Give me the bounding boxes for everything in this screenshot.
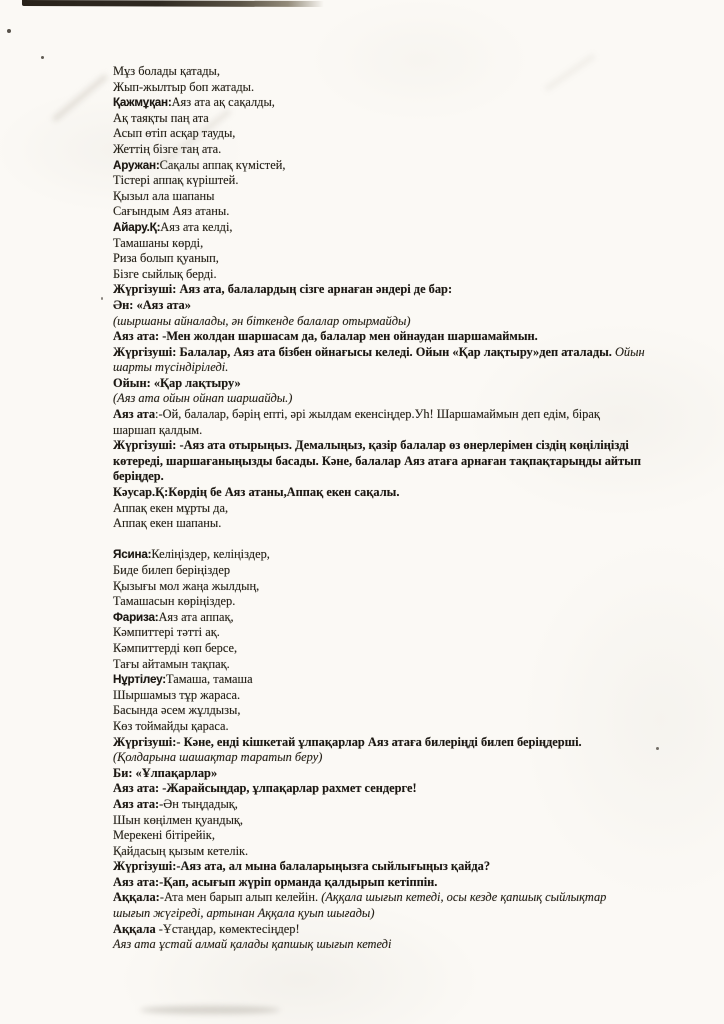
text-line [113, 563, 645, 579]
text-line [113, 875, 645, 891]
text-segment: Бізге сыйлық берді. [113, 266, 217, 281]
text-segment: Ойын [614, 344, 645, 359]
game-title [113, 376, 645, 392]
text-segment: Тағы айтамын тақпақ. [113, 656, 230, 671]
speaker-name: Жүргізуші: [113, 859, 177, 874]
text-line [113, 719, 645, 735]
text-line [113, 438, 645, 454]
stage-direction [113, 391, 645, 407]
speaker-name: Аққала: [113, 890, 160, 905]
text-segment: Шыршамыз тұр жараса. [113, 687, 241, 702]
text-line [113, 797, 645, 813]
text-line [113, 267, 645, 283]
speaker-name: Жүргізуші: [113, 282, 177, 297]
text-segment: Тамашаны көрді, [113, 235, 204, 250]
text-segment: Мұз болады қатады, [113, 64, 220, 78]
song-title [113, 298, 645, 314]
speaker-name: Аяз ата: [113, 329, 160, 344]
text-segment: Ойын: «Қар лақтыру» [113, 375, 241, 390]
text-line [113, 423, 645, 439]
ink-speck [41, 56, 44, 59]
text-segment: -Ұстаңдар, көмектесіңдер! [155, 921, 300, 936]
text-line [113, 469, 645, 485]
text-line [113, 189, 645, 205]
text-segment: Риза болып қуанып, [113, 251, 219, 266]
text-segment: Биде билеп беріңіздер [113, 563, 231, 577]
text-line [113, 64, 645, 80]
text-segment: (шыршаны айналады, ән біткенде балалар отырмайды) [113, 313, 411, 328]
text-segment: Ақ таяқты паң ата [113, 110, 209, 125]
text-line [113, 142, 645, 158]
text-segment: Аппақ екен шапаны. [113, 516, 222, 531]
text-line [113, 360, 645, 376]
text-segment: Асып өтіп асқар тауды, [113, 126, 236, 141]
speaker-name: Аққала [113, 921, 156, 936]
text-line [113, 844, 645, 860]
text-segment: шаршап қалдым. [113, 422, 203, 437]
text-line [113, 828, 645, 844]
text-segment: Балалар, Аяз ата бізбен ойнағысы келеді. Ойын «Қар лақтыру»деп аталады. [176, 344, 615, 359]
text-segment: Көз тоймайды қараса. [113, 718, 229, 733]
text-segment: Тамаша, тамаша [165, 672, 253, 687]
speaker-name: Ясина: [113, 548, 152, 562]
text-line [113, 220, 645, 236]
text-segment: - Кәне, енді кішкетай ұлпақарлар Аяз атаға билеріңді билеп беріңдерші. [176, 734, 582, 749]
ink-speck [656, 747, 659, 750]
text-segment: -Қап, асығып жүріп орманда қалдырып кетіппін. [159, 874, 438, 889]
text-segment: -Аяз ата отырыңыз. Демалыңыз, қазір балалар өз өнерлерімен сіздің көңіліңізді [176, 438, 629, 453]
paper-ghost-mark [51, 73, 108, 123]
speaker-name: Аяз ата: [113, 781, 160, 796]
text-segment: Қызыл ала шапаны [113, 188, 215, 203]
speaker-name: Аяз ата [113, 407, 156, 422]
speaker-name: Жүргізуші: [113, 344, 177, 359]
text-line [113, 158, 645, 174]
text-line [113, 657, 645, 673]
text-segment: (Аяз ата ойын ойнап шаршайды.) [113, 391, 293, 406]
ink-speck [7, 29, 11, 33]
text-segment: Аяз ата ақ сақалды, [171, 95, 275, 110]
text-segment: беріңдер. [113, 469, 164, 484]
text-line [113, 688, 645, 704]
stage-direction [113, 314, 645, 330]
text-line [113, 80, 645, 96]
text-segment: Аппақ екен мұрты да, [113, 500, 229, 515]
speaker-name: Нұртілеу: [113, 673, 166, 687]
text-line [113, 859, 645, 875]
text-segment: :-Ой, балалар, бәрің епті, әрі жылдам екенсіңдер.Уһ! Шаршамаймын деп едім, бірақ [155, 407, 600, 422]
speaker-name: Аяз ата: [113, 796, 160, 811]
speaker-name: Жүргізуші: [113, 438, 177, 453]
text-segment: Қайдасың қызым кетелік. [113, 843, 249, 858]
speaker-name: Кәусар.Қ: [113, 485, 169, 500]
blank-line [113, 532, 645, 548]
text-segment: (Қолдарына шашақтар таратып беру) [113, 750, 323, 765]
text-line [113, 906, 645, 922]
speaker-name: Аружан: [113, 158, 160, 172]
text-line [113, 111, 645, 127]
text-segment: Би: «Ұлпақарлар» [113, 765, 218, 780]
text-segment: Басында әсем жұлдызы, [113, 703, 241, 718]
text-segment: -Ән тыңдадық, [159, 796, 238, 811]
text-line [113, 204, 645, 220]
text-segment: -Жарайсыңдар, ұлпақарлар рахмет сендерге! [159, 781, 417, 796]
text-segment: Аяз ата келді, [160, 219, 233, 234]
text-segment: -Ата мен барып алып келейін. [159, 890, 322, 905]
text-segment: Аяз ата, балалардың сізге арнаған әндері де бар: [176, 282, 453, 297]
text-line [113, 703, 645, 719]
text-line [113, 813, 645, 829]
text-segment: Келіңіздер, келіңіздер, [151, 547, 270, 562]
text-segment: Кәмпиттері тәтті ақ. [113, 625, 220, 640]
text-segment: көтереді, шаршағаныңызды басады. Кәне, балалар Аяз атаға арнаған тақпақтарыңды айтып [113, 453, 641, 468]
text-segment: Көрдің бе Аяз атаны,Аппақ екен сақалы. [168, 485, 400, 500]
scan-smudge [140, 1006, 280, 1014]
text-line [113, 454, 645, 470]
speaker-name: Аяз ата: [113, 874, 160, 889]
text-segment: Жып-жылтыр боп жатады. [113, 79, 255, 94]
text-segment: (Аққала шығып кетеді, осы кезде қапшық сыйлықтар [321, 890, 607, 905]
text-line [113, 641, 645, 657]
text-line [113, 890, 645, 906]
text-line [113, 625, 645, 641]
text-line [113, 282, 645, 298]
text-segment: Сақалы аппақ күмістей, [159, 157, 286, 172]
text-line [113, 126, 645, 142]
text-line [113, 485, 645, 501]
text-segment: Аяз ата аппақ, [158, 609, 234, 624]
text-segment: Тістері аппақ күріштей. [113, 173, 239, 188]
text-line [113, 735, 645, 751]
text-line [113, 922, 645, 938]
text-segment: Шын көңілмен қуандық, [113, 812, 244, 827]
ink-speck [101, 297, 103, 300]
text-line [113, 579, 645, 595]
text-segment: Мерекені бітірейік, [113, 828, 215, 843]
text-line [113, 173, 645, 189]
stage-direction [113, 937, 645, 953]
text-segment: шарты түсіндіріледі. [113, 360, 229, 375]
speaker-name: Фариза: [113, 610, 159, 624]
dance-title [113, 766, 645, 782]
speaker-name: Қажмұқан: [113, 96, 172, 110]
text-segment: Жеттің бізге таң ата. [113, 141, 222, 156]
text-segment: Кәмпиттерді көп берсе, [113, 640, 238, 655]
text-line [113, 672, 645, 688]
text-segment: -Аяз ата, ал мына балаларыңызға сыйлығыңыз қайда? [176, 859, 491, 874]
document-text [113, 64, 645, 953]
text-segment: шығып жүгіреді, артынан Аққала қуып шығады) [113, 906, 375, 921]
text-segment: Тамашасын көріңіздер. [113, 594, 236, 609]
text-line [113, 345, 645, 361]
stage-direction [113, 750, 645, 766]
text-line [113, 501, 645, 517]
text-line [113, 594, 645, 610]
text-line [113, 236, 645, 252]
speaker-name: Жүргізуші: [113, 734, 177, 749]
text-segment: Аяз ата ұстай алмай қалады қапшық шығып кетеді [113, 937, 392, 952]
text-line [113, 610, 645, 626]
text-line [113, 547, 645, 563]
text-line [113, 407, 645, 423]
scan-edge-artifact [22, 0, 324, 7]
text-line [113, 781, 645, 797]
text-line [113, 329, 645, 345]
text-segment: Қызығы мол жаңа жылдың, [113, 578, 260, 593]
text-line [113, 95, 645, 111]
text-segment: -Мен жолдан шаршасам да, балалар мен ойнаудан шаршамаймын. [159, 329, 538, 344]
text-segment: Ән: «Аяз ата» [113, 297, 191, 312]
text-segment: Сағындым Аяз атаны. [113, 204, 230, 219]
text-line [113, 251, 645, 267]
text-line [113, 516, 645, 532]
speaker-name: Айару.Қ: [113, 220, 161, 234]
